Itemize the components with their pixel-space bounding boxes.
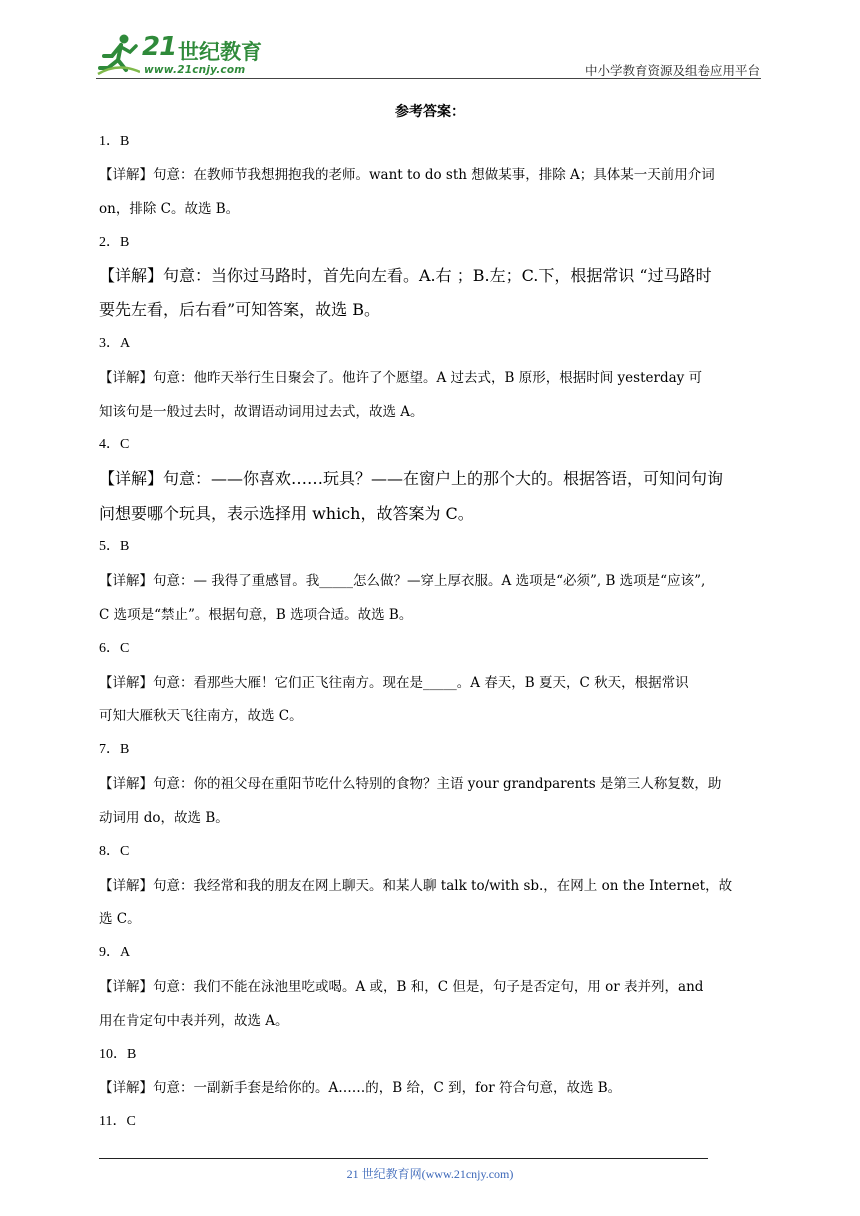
answer-detail-3-line-2: 知该句是一般过去时，故谓语动词用过去式，故选 A。 <box>99 404 424 420</box>
site-logo <box>92 30 262 78</box>
logo-text: 世纪教育 <box>178 40 262 64</box>
answer-number-8: 8．C <box>99 844 130 859</box>
logo-number: 21 <box>142 32 177 62</box>
answer-number-10: 10．B <box>99 1047 137 1062</box>
runner-icon <box>96 32 140 76</box>
answer-number-7: 7．B <box>99 742 130 757</box>
answer-detail-7-line-2: 动词用 do，故选 B。 <box>99 810 229 826</box>
answer-number-5: 5．B <box>99 539 130 554</box>
answer-detail-4-line-2: 问想要哪个玩具，表示选择用 which，故答案为 C。 <box>99 504 474 523</box>
platform-name: 中小学教育资源及组卷应用平台 <box>584 63 760 78</box>
answer-detail-9-line-1: 【详解】句意：我们不能在泳池里吃或喝。A 或，B 和，C 但是，句子是否定句，用 or 表并列，and <box>99 979 704 995</box>
answer-detail-9-line-2: 用在肯定句中表并列，故选 A。 <box>99 1013 289 1029</box>
answer-number-4: 4．C <box>99 437 130 452</box>
answer-detail-7-line-1: 【详解】句意：你的祖父母在重阳节吃什么特别的食物？主语 your grandparents 是第三人称复数，助 <box>99 776 722 792</box>
answer-detail-1-line-1: 【详解】句意：在教师节我想拥抱我的老师。want to do sth 想做某事，排除 A；具体某一天前用介词 <box>99 167 715 183</box>
answer-detail-1-line-2: on，排除 C。故选 B。 <box>99 201 240 217</box>
answer-detail-6-line-2: 可知大雁秋天飞往南方，故选 C。 <box>99 708 303 724</box>
header-divider <box>96 78 761 79</box>
answer-detail-6-line-1: 【详解】句意：看那些大雁！它们正飞往南方。现在是_____。A 春天，B 夏天，C 秋天，根据常识 <box>99 675 689 691</box>
answer-number-11: 11．C <box>99 1114 136 1129</box>
answer-detail-2-line-1: 【详解】句意：当你过马路时，首先向左看。A.右 ；B.左；C.下，根据常识 “过马路时 <box>99 266 712 285</box>
logo-url: www.21cnjy.com <box>144 64 246 76</box>
answer-number-1: 1．B <box>99 134 130 149</box>
answer-detail-10-line-1: 【详解】句意：一副新手套是给你的。A……的，B 给，C 到，for 符合句意，故选 B。 <box>99 1080 622 1096</box>
answer-number-3: 3．A <box>99 336 131 351</box>
answer-number-9: 9．A <box>99 945 131 960</box>
answer-detail-8-line-2: 选 C。 <box>99 911 141 927</box>
answer-number-6: 6．C <box>99 641 130 656</box>
answer-number-2: 2．B <box>99 235 130 250</box>
answer-detail-8-line-1: 【详解】句意：我经常和我的朋友在网上聊天。和某人聊 talk to/with sb.，在网上 on the Internet，故 <box>99 878 733 894</box>
page-title: 参考答案： <box>395 104 465 120</box>
footer-divider <box>99 1158 708 1159</box>
answer-detail-3-line-1: 【详解】句意：他昨天举行生日聚会了。他许了个愿望。A 过去式，B 原形，根据时间 yesterday 可 <box>99 370 703 386</box>
answer-detail-4-line-1: 【详解】句意：——你喜欢……玩具？——在窗户上的那个大的。根据答语，可知问句询 <box>99 469 724 488</box>
answer-detail-5-line-2: C 选项是“禁止”。根据句意，B 选项合适。故选 B。 <box>99 607 413 623</box>
answer-detail-2-line-2: 要先左看，后右看”可知答案，故选 B。 <box>99 300 381 319</box>
answer-detail-5-line-1: 【详解】句意：— 我得了重感冒。我_____怎么做？—穿上厚衣服。A 选项是“必须”, B 选项是“应该”, <box>99 573 706 589</box>
page-header <box>92 30 760 80</box>
page-footer: 21 世纪教育网(www.21cnjy.com) <box>346 1167 514 1181</box>
